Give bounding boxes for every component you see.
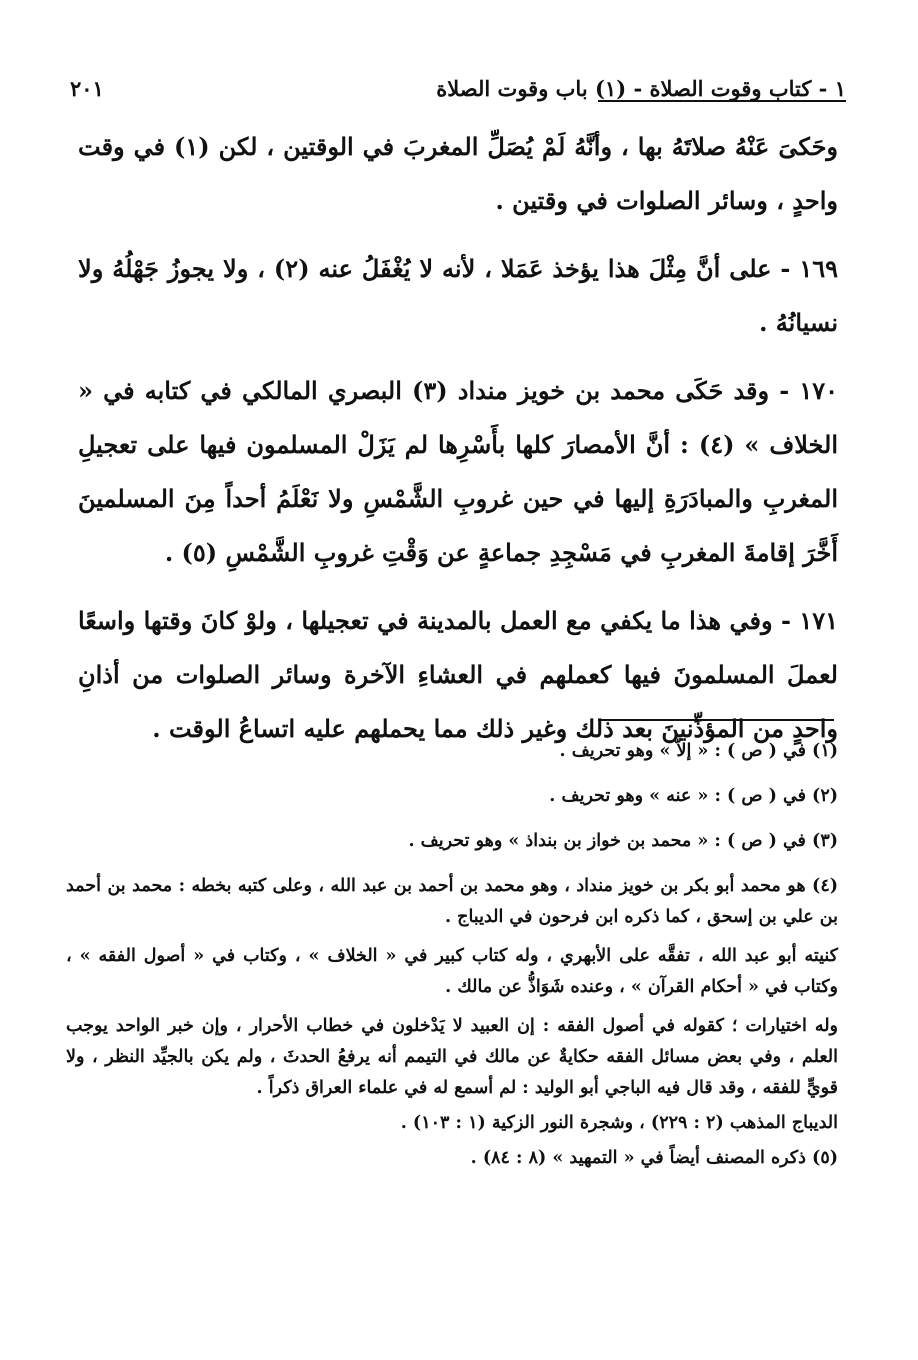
footnote: (٤) هو محمد أبو بكر بن خويز منداد ، وهو محمد بن أحمد بن عبد الله ، وعلى كتبه بخطه : محمد بن أحمد بن علي بن إسحق ، كما ذكره ابن فرحون في الديباج .	[66, 876, 838, 927]
paragraph: ١٧٠ - وقد حَكَى محمد بن خويز منداد (٣) البصري المالكي في كتابه في « الخلاف » (٤) : أنَّ الأمصارَ كلها بأَسْرِها لم يَزَلْ المسلمون فيها على تعجيلِ المغربِ والمبادَرَةِ إليها في حين غروبِ الشَّمْسِ ولا نَعْلَمُ أحداً مِنَ المسلمينَ أَخَّرَ إقامةَ المغربِ في مَسْجِدِ جماعةٍ عن وَقْتِ غروبِ الشَّمْسِ (٥) .	[78, 376, 838, 567]
footnote: (٣) في ( ص ) : « محمد بن خواز بن بنداذ » وهو تحريف .	[408, 831, 838, 851]
footnote: (١) في ( ص ) : « إلاّ » وهو تحريف .	[559, 741, 838, 761]
footnote: وله اختيارات ؛ كقوله في أصول الفقه : إن العبيد لا يَدْخلون في خطاب الأحرار ، وإن خبر الواحد يوجب العلم ، وفي بعض مسائل الفقه حكايةٌ عن مالك في التيمم أنه يرفعُ الحدثَ ، ولم يكن بالجيِّد النظر ، ولا قويٍّ للفقه ، وقد قال فيه الباجي أبو الوليد : لم أسمع له في علماء العراق ذكراً .	[66, 1016, 838, 1098]
paragraph: وحَكىَ عَنْهُ صلاتَهُ بها ، وأنَّهُ لَمْ يُصَلِّ المغربَ في الوقتين ، لكن (١) في وقت واحدٍ ، وسائر الصلوات في وقتين .	[78, 132, 839, 215]
running-title: ١ - كتاب وقوت الصلاة - (١) باب وقوت الصلاة	[436, 75, 846, 101]
footnote: (٥) ذكره المصنف أيضاً في « التمهيد » (٨ : ٨٤) .	[470, 1148, 838, 1168]
paragraph: ١٧١ - وفي هذا ما يكفي مع العمل بالمدينة في تعجيلها ، ولوْ كانَ وقتها واسعًا لعملَ المسلمونَ فيها كعملهم في العشاءِ الآخرة وسائر الصلوات من أذانِ واحدٍ من المؤذِّنينَ بعد ذلك وغير ذلك مما يحملهم عليه اتساعُ الوقت .	[78, 606, 838, 743]
footnote: الديباج المذهب (٢ : ٢٢٩) ، وشجرة النور الزكية (١ : ١٠٣) .	[400, 1113, 838, 1133]
page-header	[70, 68, 846, 108]
footnote: كنيته أبو عبد الله ، تفقَّه على الأبهري ، وله كتاب كبير في « الخلاف » ، وكتاب في « أصول الفقه » ، وكتاب في « أحكام القرآن » ، وعنده شَوَاذُّ عن مالك .	[66, 946, 838, 997]
footnote: (٢) في ( ص ) : « عنه » وهو تحريف .	[549, 786, 838, 806]
footnotes	[66, 736, 838, 1182]
paragraph: ١٦٩ - على أنَّ مِثْلَ هذا يؤخذ عَمَلا ، لأنه لا يُغْفَلُ عنه (٢) ، ولا يجوزُ جَهْلُهُ ولا نسيانُهُ .	[78, 254, 838, 337]
page-number: ٢٠١	[70, 75, 104, 101]
header-divider	[598, 100, 846, 102]
main-text	[78, 120, 838, 770]
footnote-divider	[598, 719, 834, 721]
